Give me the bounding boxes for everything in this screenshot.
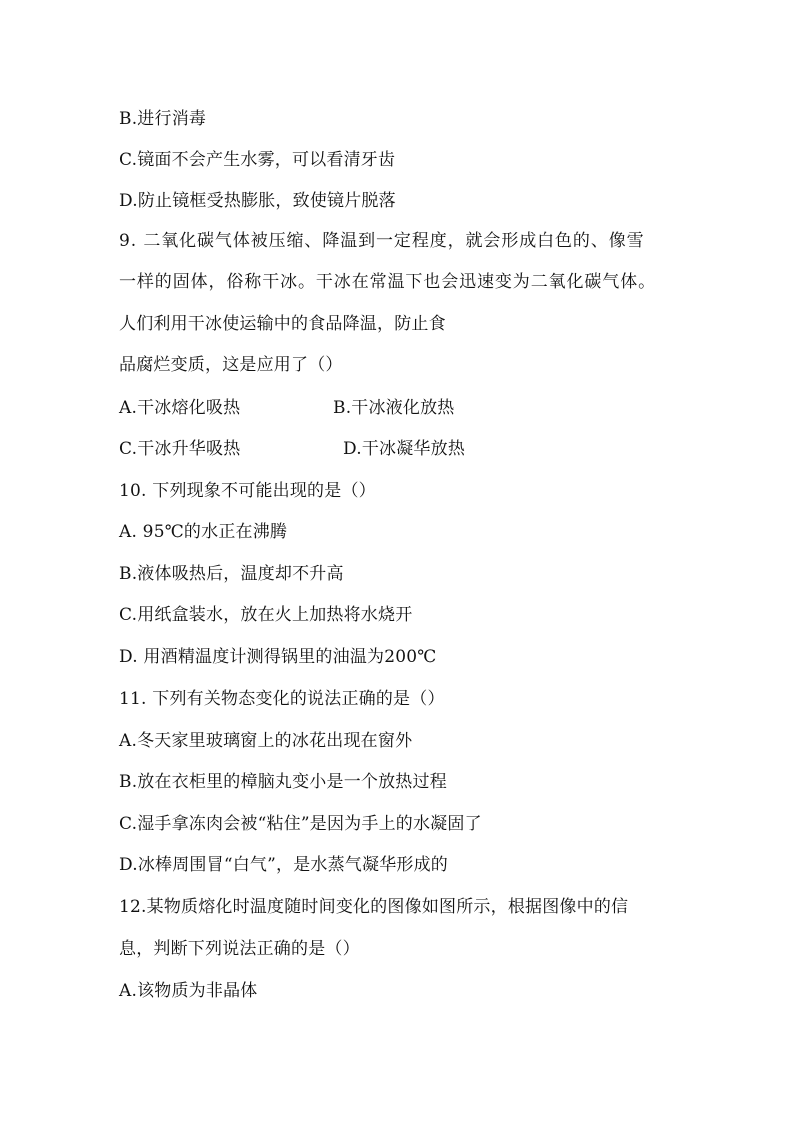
q11-option-a: A.冬天家里玻璃窗上的冰花出现在窗外	[119, 731, 413, 751]
q9-option-d: D.干冰凝华放热	[343, 439, 466, 459]
q12-option-a: A.该物质为非晶体	[119, 981, 258, 1001]
q10-option-b: B.液体吸热后，温度却不升高	[119, 564, 344, 584]
q8-option-d: D.防止镜框受热膨胀，致使镜片脱落	[119, 191, 396, 211]
q9-stem-line-4: 品腐烂变质，这是应用了（）	[119, 355, 343, 375]
q10-stem: 10. 下列现象不可能出现的是（）	[119, 481, 376, 501]
q12-stem-line-2: 息，判断下列说法正确的是（）	[119, 939, 360, 959]
q9-stem-line-2: 一样的固体，俗称干冰。干冰在常温下也会迅速变为二氧化碳气体。	[119, 272, 656, 292]
q9-option-b: B.干冰液化放热	[333, 398, 455, 418]
q11-option-d: D.冰棒周围冒“白气”，是水蒸气凝华形成的	[119, 855, 449, 875]
q10-option-a: A. 95℃的水正在沸腾	[119, 522, 288, 542]
q9-stem-line-3: 人们利用干冰使运输中的食品降温，防止食	[119, 314, 446, 334]
q11-option-b: B.放在衣柜里的樟脑丸变小是一个放热过程	[119, 772, 447, 792]
q12-stem-line-1: 12.某物质熔化时温度随时间变化的图像如图所示，根据图像中的信	[119, 897, 629, 917]
q9-stem-line-1: 9. 二氧化碳气体被压缩、降温到一定程度，就会形成白色的、像雪	[119, 231, 645, 251]
q11-option-c: C.湿手拿冻肉会被“粘住”是因为手上的水凝固了	[119, 814, 482, 834]
q8-option-c: C.镜面不会产生水雾，可以看清牙齿	[119, 150, 396, 170]
q9-option-a: A.干冰熔化吸热	[119, 398, 241, 418]
q10-option-d: D. 用酒精温度计测得锅里的油温为200℃	[119, 647, 437, 667]
q10-option-c: C.用纸盒装水，放在火上加热将水烧开	[119, 605, 413, 625]
q8-option-b: B.进行消毒	[119, 109, 207, 129]
q9-option-c: C.干冰升华吸热	[119, 439, 241, 459]
q11-stem: 11. 下列有关物态变化的说法正确的是（）	[119, 689, 445, 709]
